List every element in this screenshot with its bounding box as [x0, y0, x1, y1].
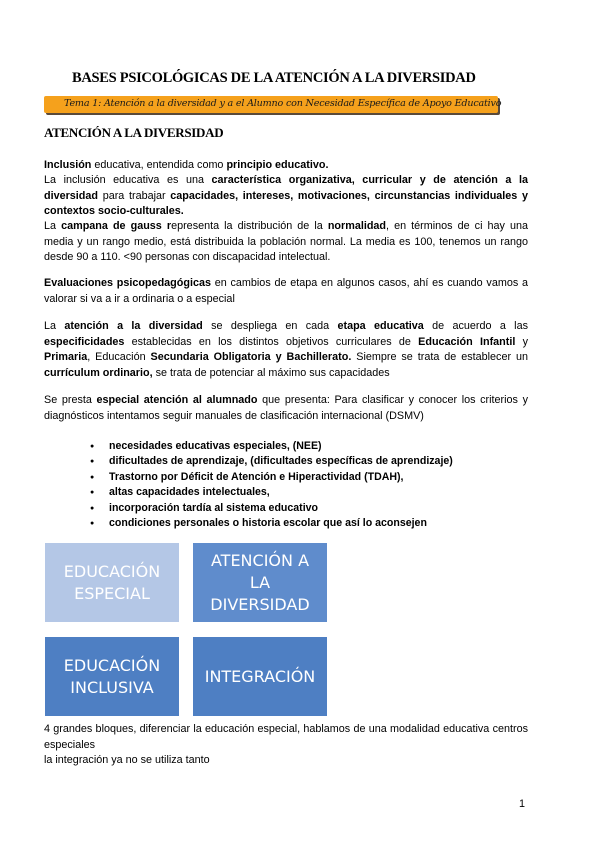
box-label: EDUCACIÓN ESPECIAL: [63, 561, 161, 603]
text: La inclusión educativa es una: [44, 174, 212, 186]
bold-text: normalidad: [327, 220, 387, 232]
bold-text: Inclusión: [44, 159, 92, 171]
list-item: ● dificultades de aprendizaje, (dificultades específicas de aprendizaje): [90, 454, 453, 469]
list-item: ● incorporación tardía al sistema educativo: [90, 501, 453, 516]
text: , Educación: [87, 351, 151, 364]
bold-text: especificidades: [44, 335, 125, 348]
box-educacion-especial: [45, 543, 179, 622]
bold-text: Evaluaciones psicopedagógicas: [44, 277, 211, 289]
paragraph-characteristics: [44, 173, 528, 220]
bold-text: característica organizativa, curricular y de atención a la diversidad: [44, 174, 528, 202]
text: Siempre se trata de establecer un: [351, 351, 528, 364]
paragraph-integration: [44, 753, 528, 769]
text: la integración ya no se utiliza tanto: [44, 754, 210, 766]
paragraph-evaluations: [44, 276, 528, 307]
list-item: ● necesidades educativas especiales, (NEE): [90, 439, 453, 454]
text: de acuerdo a las: [423, 320, 528, 332]
paragraph-attention: [44, 319, 528, 381]
text: en cambios de etapa en algunos casos, ahí es cuando vamos a valorar si va a ir a ordinaria o a especial: [44, 277, 528, 305]
box-educacion-inclusiva: [45, 637, 179, 716]
text: se despliega en cada: [202, 320, 338, 332]
text: La: [44, 320, 65, 332]
bold-text: capacidades, intereses, motivaciones, circunstancias individuales y contextos socio-culturales.: [44, 189, 528, 218]
list-item: ● altas capacidades intelectuales,: [90, 485, 453, 500]
paragraph-blocks: [44, 722, 528, 753]
text: 4 grandes bloques, diferenciar la educación especial, hablamos de una modalidad educativa centros especiales: [44, 723, 528, 751]
topic-text: Tema 1: Atención a la diversidad y a el Alumno con Necesidad Específica de Apoyo Educativo: [64, 98, 502, 109]
text: Se presta: [44, 394, 97, 406]
box-label: EDUCACIÓN INCLUSIVA: [63, 655, 161, 697]
bold-text: campana de gauss r: [61, 220, 172, 232]
text: epresenta la distribución de la: [171, 220, 328, 232]
text: educativa, entendida como: [91, 159, 227, 171]
list-item: ● Trastorno por Déficit de Atención e Hiperactividad (TDAH),: [90, 470, 453, 485]
bold-text: Primaria: [44, 351, 88, 364]
needs-list: [90, 439, 453, 531]
paragraph-gauss: [44, 219, 528, 266]
text: para trabajar: [98, 189, 171, 202]
page-number: 1: [519, 798, 526, 810]
bold-text: especial atención al alumnado: [96, 394, 258, 406]
text: establecidas en los distintos objetivos curriculares de: [124, 335, 419, 348]
document-title: BASES PSICOLÓGICAS DE LA ATENCIÓN A LA DIVERSIDAD: [72, 70, 476, 86]
bold-text: Secundaria Obligatoria y Bachillerato.: [150, 351, 352, 364]
text: , en términos de ci hay una media y un rango medio, está distribuida la población normal. La media es 100, tenemos un rango desde 90 a 110. <90 personas con discapacidad intelectual.: [44, 220, 529, 264]
bold-text: principio educativo.: [226, 159, 329, 171]
box-label: ATENCIÓN A LA DIVERSIDAD: [210, 550, 310, 614]
paragraph-inclusion: [44, 158, 528, 174]
text: se trata de potenciar al máximo sus capacidades: [152, 366, 390, 379]
box-atencion-diversidad: [193, 543, 327, 622]
box-integracion: [193, 637, 327, 716]
bold-text: Educación Infantil: [418, 335, 516, 348]
bold-text: atención a la diversidad: [64, 320, 203, 332]
text: y: [515, 335, 529, 348]
text: La: [44, 220, 62, 232]
bold-text: currículum ordinario,: [44, 366, 153, 379]
section-title: ATENCIÓN A LA DIVERSIDAD: [44, 125, 224, 140]
topic-banner: [44, 96, 502, 113]
box-label: INTEGRACIÓN: [204, 666, 316, 686]
list-item: ● condiciones personales o historia escolar que así lo aconsejen: [90, 516, 453, 531]
bold-text: etapa educativa: [337, 320, 424, 332]
text: que presenta: Para clasificar y conocer los criterios y diagnósticos intentamos seguir manuales de clasificación internacional (DSMV): [44, 394, 529, 422]
paragraph-special-attention: [44, 393, 528, 424]
